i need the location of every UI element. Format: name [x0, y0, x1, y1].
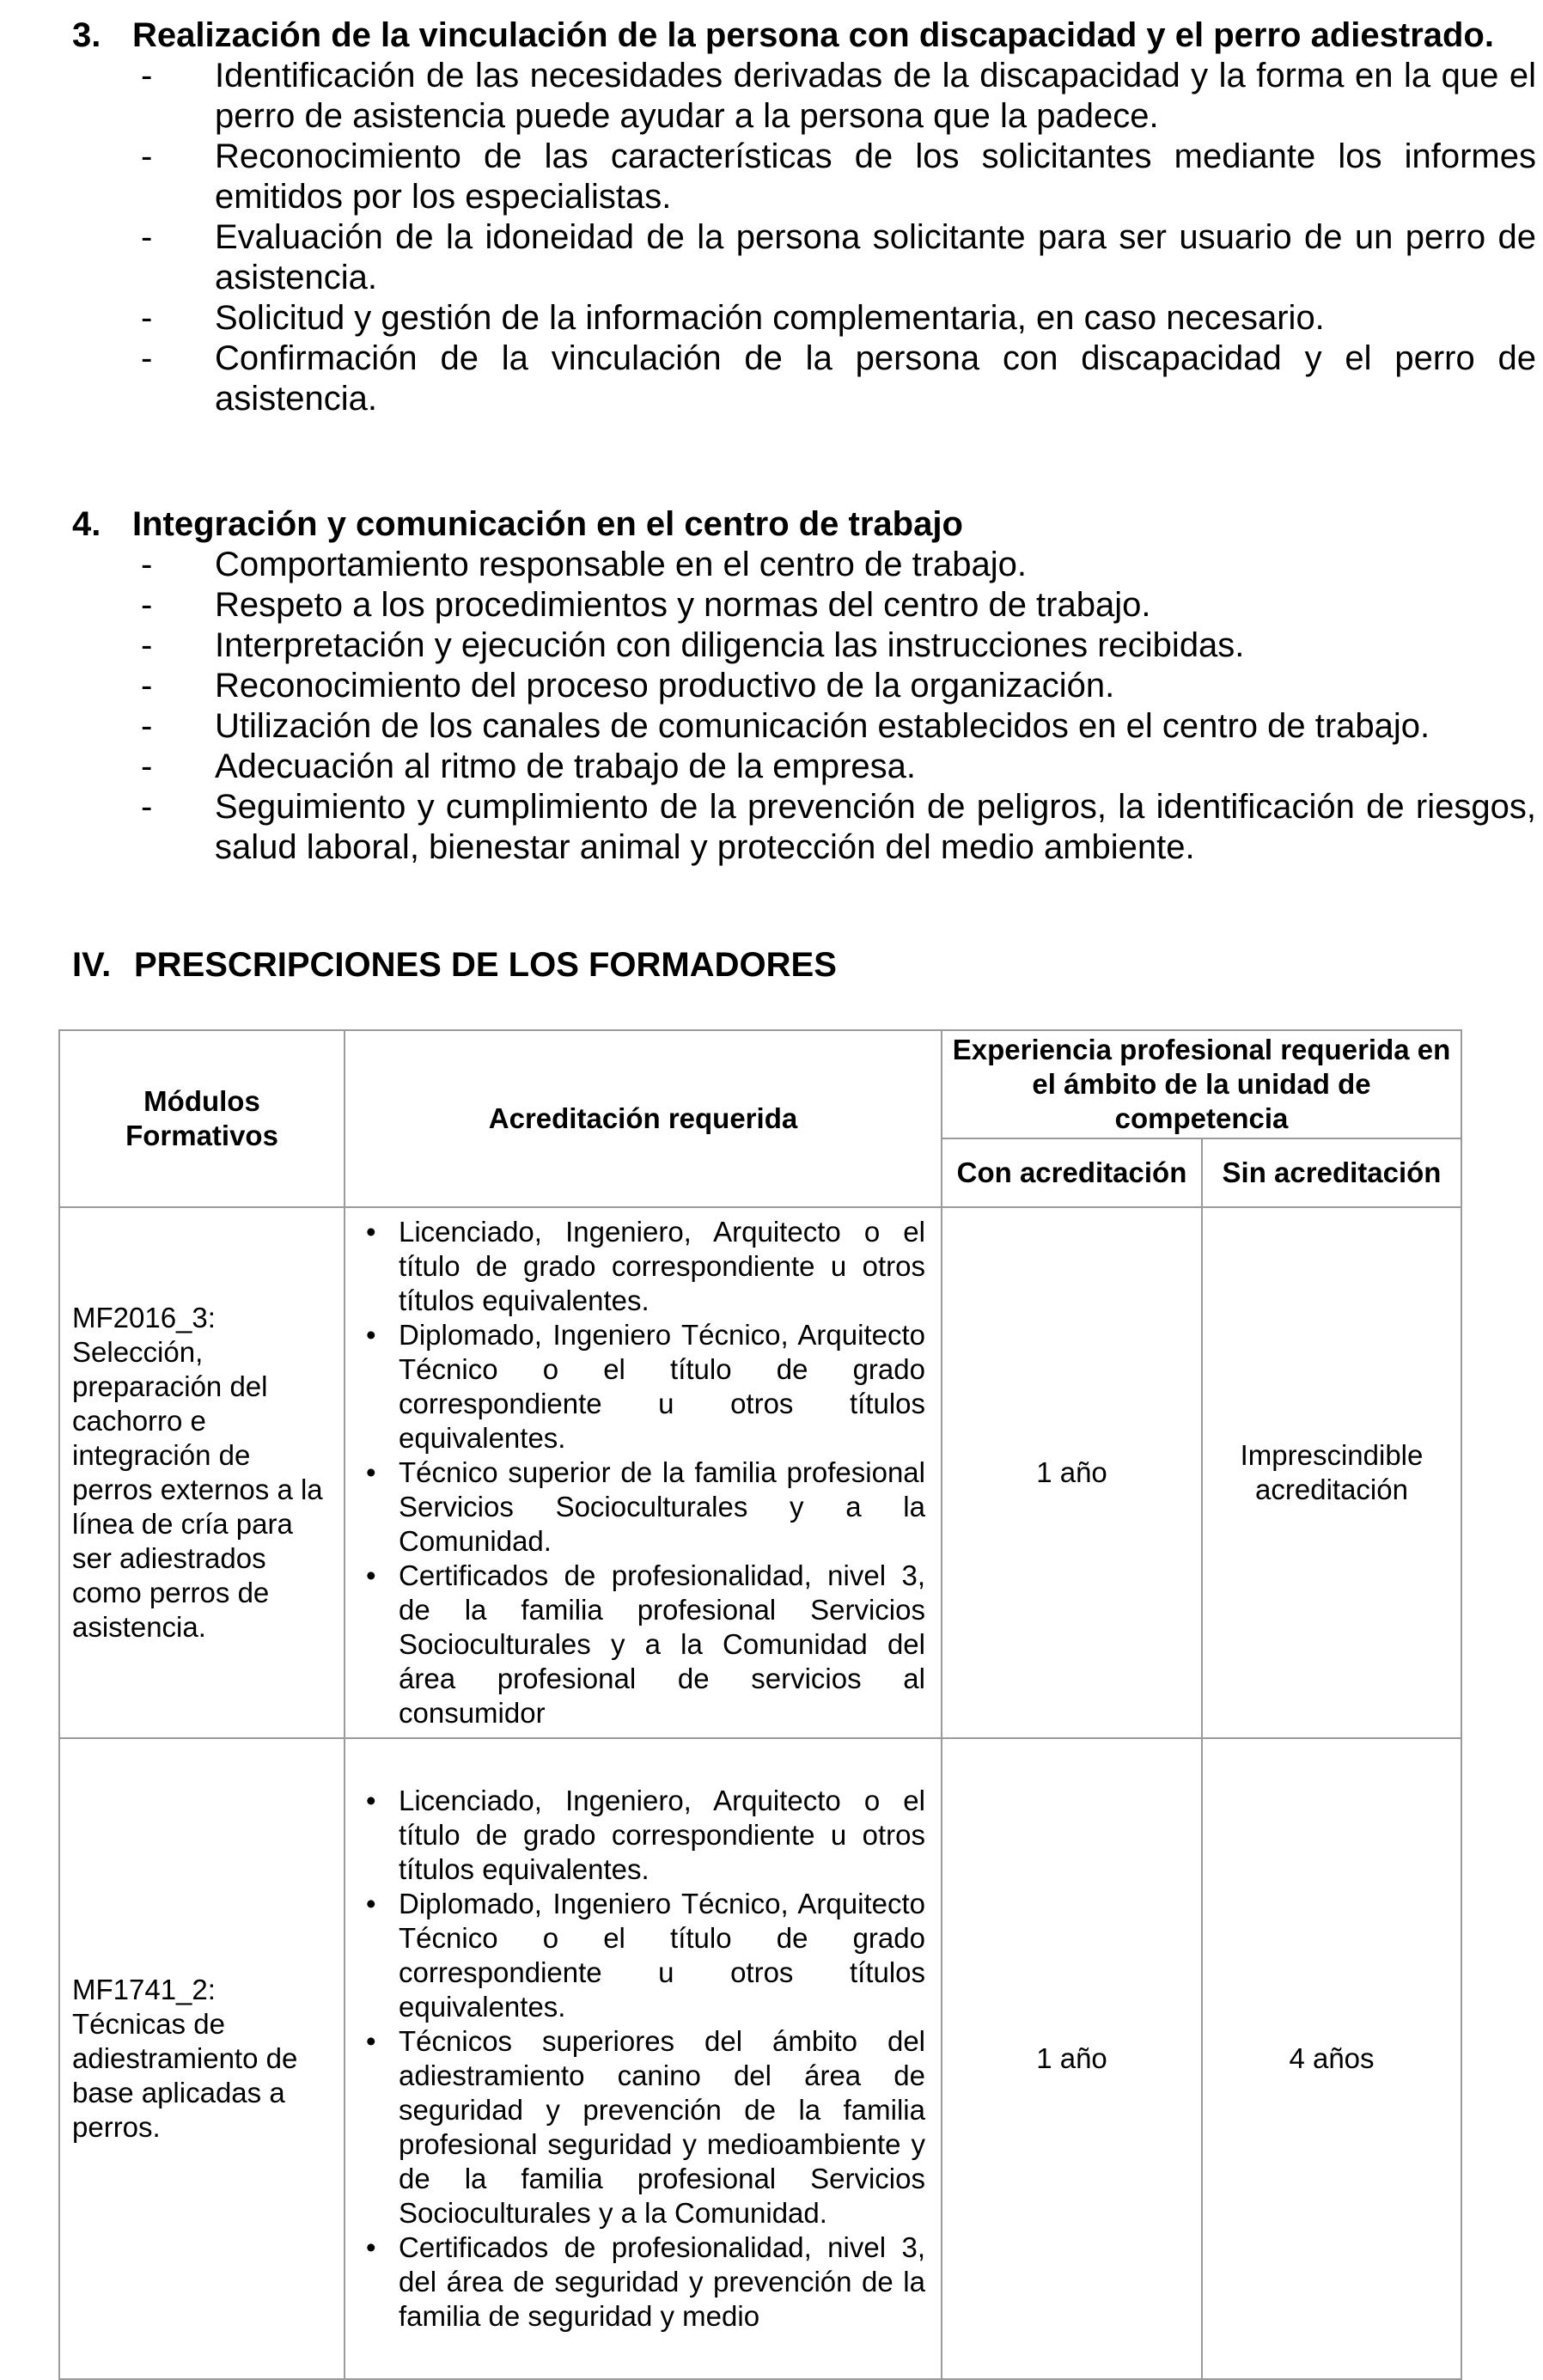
dash-marker: -	[141, 667, 153, 705]
header-with-accreditation	[942, 1138, 1202, 1207]
dash-marker: -	[141, 57, 153, 95]
list-item	[72, 56, 1536, 137]
list-item	[72, 137, 1536, 217]
section-3-heading	[72, 15, 1536, 56]
module-cell: MF1741_2: Técnicas de adiestramiento de base aplicadas a perros.	[59, 1738, 345, 2379]
section-4-heading	[72, 504, 1536, 545]
list-item-text: Certificados de profesionalidad, nivel 3, del área de seguridad y prevención de la familia de seguridad y medio	[399, 2231, 925, 2332]
accreditation-cell	[345, 1738, 942, 2379]
list-item-text: Solicitud y gestión de la información complementaria, en caso necesario.	[215, 299, 1325, 337]
list-item-text: Reconocimiento del proceso productivo de la organización.	[215, 667, 1115, 705]
dash-marker: -	[141, 626, 153, 664]
list-item	[354, 2230, 925, 2334]
bullet-marker: •	[366, 1319, 376, 1351]
table-header-row	[59, 1030, 1461, 1138]
header-modules	[59, 1030, 345, 1207]
with-accreditation-cell: 1 año	[942, 1738, 1202, 2379]
header-accreditation	[345, 1030, 942, 1207]
with-accreditation-cell: 1 año	[942, 1207, 1202, 1738]
section-iv-heading	[72, 945, 837, 986]
trainers-prescriptions-table	[58, 1029, 1462, 2380]
list-item	[72, 706, 1536, 747]
list-item	[354, 1455, 925, 1559]
bullet-marker: •	[366, 2231, 376, 2263]
header-without-accreditation	[1202, 1138, 1461, 1207]
accreditation-cell	[345, 1207, 942, 1738]
dash-marker: -	[141, 788, 153, 826]
list-item-text: Seguimiento y cumplimiento de la prevención de peligros, la identificación de riesgos, salud laboral, bienestar animal y protección del medio ambiente.	[215, 788, 1536, 866]
section-3	[72, 15, 1536, 419]
list-item-text: Técnicos superiores del ámbito del adiestramiento canino del área de seguridad y prevención de la familia profesional seguridad y medioambiente y de la familia profesional Servicios Socioculturales y a la Comunidad.	[399, 2025, 925, 2229]
dash-marker: -	[141, 707, 153, 745]
header-accreditation-label: Acreditación requerida	[488, 1102, 798, 1134]
accreditation-list	[354, 1215, 925, 1730]
without-accreditation-cell: Imprescindible acreditación	[1202, 1207, 1461, 1738]
module-cell: MF2016_3: Selección, preparación del cachorro e integración de perros externos a la línea de cría para ser adiestrados como perros de asistencia.	[59, 1207, 345, 1738]
list-item	[354, 2024, 925, 2230]
list-item	[354, 1559, 925, 1730]
section-iv-number: IV.	[72, 946, 112, 984]
section-4	[72, 504, 1536, 868]
list-item	[72, 545, 1536, 585]
list-item-text: Utilización de los canales de comunicación establecidos en el centro de trabajo.	[215, 707, 1430, 745]
list-item-text: Respeto a los procedimientos y normas del centro de trabajo.	[215, 586, 1151, 624]
section-3-title: Realización de la vinculación de la persona con discapacidad y el perro adiestrado.	[132, 16, 1494, 54]
list-item-text: Confirmación de la vinculación de la persona con discapacidad y el perro de asistencia.	[215, 339, 1536, 418]
list-item-text: Certificados de profesionalidad, nivel 3, de la familia profesional Servicios Socioculturales y a la Comunidad del área profesional de servicios al consumidor	[399, 1559, 925, 1729]
dash-marker: -	[141, 218, 153, 256]
table-row	[59, 1207, 1461, 1738]
list-item-text: Comportamiento responsable en el centro de trabajo.	[215, 546, 1027, 583]
without-accreditation-cell: 4 años	[1202, 1738, 1461, 2379]
list-item	[354, 1784, 925, 1887]
list-item-text: Diplomado, Ingeniero Técnico, Arquitecto Técnico o el título de grado correspondiente u otros títulos equivalentes.	[399, 1319, 925, 1454]
list-item	[354, 1215, 925, 1318]
list-item	[72, 626, 1536, 666]
list-item-text: Adecuación al ritmo de trabajo de la empresa.	[215, 748, 917, 785]
bullet-marker: •	[366, 1216, 376, 1248]
list-item	[72, 339, 1536, 419]
dash-marker: -	[141, 586, 153, 624]
header-with-accreditation-label: Con acreditación	[956, 1156, 1187, 1188]
list-item	[354, 1318, 925, 1455]
bullet-marker: •	[366, 1559, 376, 1591]
list-item-text: Evaluación de la idoneidad de la persona solicitante para ser usuario de un perro de asistencia.	[215, 218, 1536, 296]
list-item-text: Identificación de las necesidades derivadas de la discapacidad y la forma en la que el perro de asistencia puede ayudar a la persona que la padece.	[215, 57, 1536, 135]
bullet-marker: •	[366, 1785, 376, 1816]
bullet-marker: •	[366, 1888, 376, 1919]
section-4-number: 4.	[72, 505, 101, 543]
accreditation-list	[354, 1784, 925, 2334]
list-item	[72, 747, 1536, 787]
section-3-list	[72, 56, 1536, 419]
section-3-number: 3.	[72, 16, 101, 54]
dash-marker: -	[141, 546, 153, 583]
header-experience	[942, 1030, 1461, 1138]
bullet-marker: •	[366, 2025, 376, 2057]
dash-marker: -	[141, 339, 153, 377]
list-item	[72, 585, 1536, 626]
list-item	[72, 298, 1536, 339]
list-item-text: Licenciado, Ingeniero, Arquitecto o el título de grado correspondiente u otros títulos equivalentes.	[399, 1216, 925, 1316]
list-item	[354, 1887, 925, 2024]
list-item-text: Técnico superior de la familia profesional Servicios Socioculturales y a la Comunidad.	[399, 1456, 925, 1557]
header-experience-label: Experiencia profesional requerida en el ámbito de la unidad de competencia	[952, 1034, 1451, 1134]
dash-marker: -	[141, 748, 153, 785]
table-row	[59, 1738, 1461, 2379]
header-without-accreditation-label: Sin acreditación	[1222, 1156, 1442, 1188]
section-4-title: Integración y comunicación en el centro de trabajo	[132, 505, 963, 543]
section-4-list	[72, 545, 1536, 868]
list-item	[72, 217, 1536, 298]
list-item	[72, 787, 1536, 868]
list-item	[72, 666, 1536, 706]
list-item-text: Diplomado, Ingeniero Técnico, Arquitecto Técnico o el título de grado correspondiente u otros títulos equivalentes.	[399, 1888, 925, 2023]
dash-marker: -	[141, 137, 153, 175]
list-item-text: Reconocimiento de las características de los solicitantes mediante los informes emitidos por los especialistas.	[215, 137, 1536, 216]
list-item-text: Interpretación y ejecución con diligencia las instrucciones recibidas.	[215, 626, 1245, 664]
bullet-marker: •	[366, 1456, 376, 1488]
header-modules-label: Módulos Formativos	[125, 1085, 278, 1151]
dash-marker: -	[141, 299, 153, 337]
section-iv-title: PRESCRIPCIONES DE LOS FORMADORES	[134, 946, 837, 984]
list-item-text: Licenciado, Ingeniero, Arquitecto o el título de grado correspondiente u otros títulos equivalentes.	[399, 1785, 925, 1885]
